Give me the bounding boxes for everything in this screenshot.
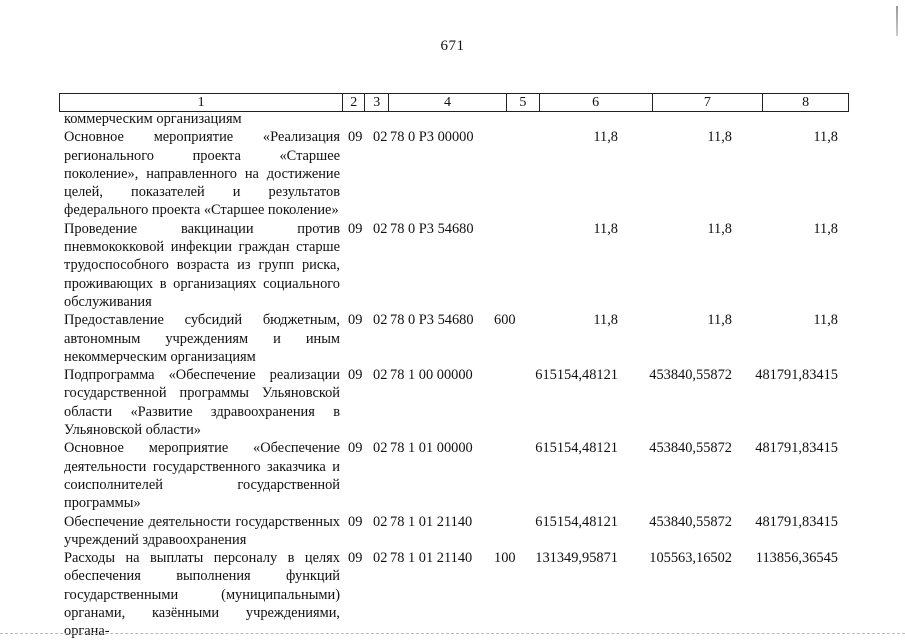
row-description: Обеспечение деятельности государственных учреждений здравоохранения [64,513,340,548]
header-col-2: 2 [343,94,365,111]
row-subsection-code: 02 [373,440,388,457]
table-body [64,110,849,641]
row-amount-col6: 615154,48121 [535,367,618,384]
table-row [64,439,849,512]
row-description: Основное мероприятие «Обеспечение деятельности государственного заказчика и соисполнителей государственной программы» [64,440,340,512]
row-description: Проведение вакцинации против пневмококковой инфекции граждан старше трудоспособного возраста из групп риска, проживающих в организациях социального обслуживания [64,220,340,310]
row-section-code: 09 [348,220,363,237]
row-target-article: 78 1 00 00000 [390,367,473,384]
row-amount-col8: 481791,83415 [755,367,838,384]
row-description: Основное мероприятие «Реализация регионального проекта «Старшее поколение», направленного на достижение целей, показателей и результатов федерального проекта «Старшее поколение» [64,129,340,219]
row-amount-col6: 11,8 [593,312,618,329]
row-amount-col7: 453840,55872 [649,367,732,384]
row-description: коммерческим организациям [64,111,242,127]
row-amount-col7: 453840,55872 [649,513,732,530]
row-expense-type: 100 [494,550,516,567]
header-col-7: 7 [653,94,764,111]
row-section-code: 09 [348,367,363,384]
page-number: 671 [440,38,465,54]
table-row [64,366,849,439]
row-subsection-code: 02 [373,550,388,567]
row-amount-col8: 11,8 [813,220,838,237]
row-amount-col6: 615154,48121 [535,513,618,530]
table-row [64,110,849,128]
header-col-5: 5 [507,94,540,111]
scan-edge-line [0,632,905,634]
row-section-code: 09 [348,513,363,530]
table-row [64,549,849,640]
header-col-8: 8 [802,95,810,110]
header-col-4: 4 [389,94,507,111]
row-amount-col6: 131349,95871 [535,550,618,567]
row-target-article: 78 1 01 21140 [390,513,473,530]
row-section-code: 09 [348,312,363,329]
row-amount-col7: 11,8 [707,220,732,237]
row-subsection-code: 02 [373,220,388,237]
row-amount-col7: 105563,16502 [649,550,732,567]
row-amount-col7: 11,8 [707,312,732,329]
header-col-1: 1 [60,94,343,111]
row-expense-type: 600 [494,312,516,329]
row-section-code: 09 [348,129,363,146]
row-subsection-code: 02 [373,129,388,146]
row-amount-col6: 615154,48121 [535,440,618,457]
row-description: Предоставление субсидий бюджетным, автономным учреждениям и иным некоммерческим организациям [64,312,340,365]
row-section-code: 09 [348,550,363,567]
row-amount-col7: 11,8 [707,129,732,146]
row-amount-col8: 481791,83415 [755,513,838,530]
row-amount-col6: 11,8 [593,220,618,237]
table-row [64,128,849,219]
row-target-article: 78 1 01 21140 [390,550,473,567]
row-target-article: 78 1 01 00000 [390,440,473,457]
header-col-3: 3 [365,94,389,111]
row-amount-col8: 11,8 [813,129,838,146]
header-col-6: 6 [540,94,653,111]
row-target-article: 78 0 P3 54680 [390,220,474,237]
scan-edge-mark [896,6,898,36]
row-description: Подпрограмма «Обеспечение реализации государственной программы Ульяновской области «Развитие здравоохранения в Ульяновской области» [64,367,340,439]
row-target-article: 78 0 P3 54680 [390,312,474,329]
row-description: Расходы на выплаты персоналу в целях обеспечения выполнения функций государственными (муниципальными) органами, казёнными учреждениями, органа- [64,550,340,640]
row-amount-col8: 11,8 [813,312,838,329]
row-target-article: 78 0 P3 00000 [390,129,474,146]
table-row [64,220,849,311]
table-row [64,311,849,366]
row-section-code: 09 [348,440,363,457]
row-amount-col8: 113856,36545 [755,550,838,567]
row-subsection-code: 02 [373,513,388,530]
row-subsection-code: 02 [373,312,388,329]
table-row [64,513,849,550]
row-amount-col7: 453840,55872 [649,440,732,457]
row-amount-col6: 11,8 [593,129,618,146]
row-subsection-code: 02 [373,367,388,384]
row-amount-col8: 481791,83415 [755,440,838,457]
